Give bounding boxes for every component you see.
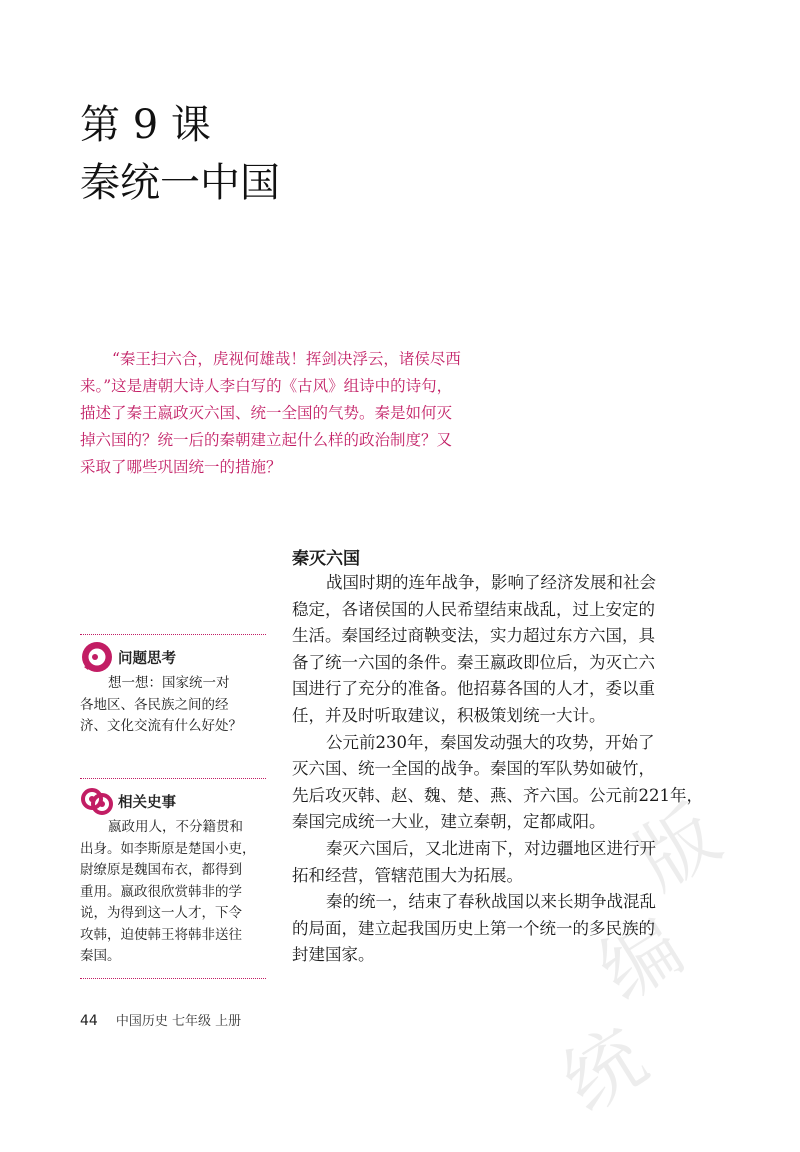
text-line: 国进行了充分的准备。他招募各国的人才，委以重 — [292, 679, 655, 699]
lesson-name: 秦统一中国 — [80, 160, 280, 206]
intro-line: 掉六国的？统一后的秦朝建立起什么样的政治制度？又 — [80, 431, 453, 449]
sidebar-think-header — [80, 639, 266, 675]
sidebar-line: 攻韩，迫使韩王将韩非送往 — [80, 926, 242, 943]
text-line: 战国时期的连年战争，影响了经济发展和社会 — [326, 573, 656, 592]
intro-line: 描述了秦王嬴政灭六国、统一全国的气势。秦是如何灭 — [80, 404, 453, 422]
watermark-char: 版 — [621, 789, 735, 908]
sidebar-line: 说，为得到这一人才，下令 — [80, 905, 242, 921]
watermark-char: 统 — [547, 1012, 662, 1130]
sidebar-history-title: 相关史事 — [118, 794, 176, 811]
sidebar-line: 秦国。 — [80, 948, 121, 964]
text-line: 备了统一六国的条件。秦王嬴政即位后，为灭亡六 — [292, 652, 655, 672]
text-line: 灭六国、统一全国的战争。秦国的军队势如破竹， — [292, 759, 655, 779]
sidebar-think — [80, 634, 266, 738]
dotted-divider — [80, 978, 266, 979]
sidebar-think-body — [80, 673, 266, 738]
text-line: 秦灭六国后，又北进南下，对边疆地区进行开 — [326, 838, 656, 858]
page-number: 44 — [80, 1013, 98, 1029]
sidebar-think-title: 问题思考 — [118, 650, 176, 667]
sidebar-history — [80, 778, 266, 979]
text-line: 的局面，建立起我国历史上第一个统一的多民族的 — [292, 918, 655, 938]
intro-line: 采取了哪些巩固统一的措施？ — [80, 458, 282, 476]
sidebar-line: 出身。如李斯原是楚国小吏， — [80, 840, 256, 857]
sidebar-line: 嬴政用人，不分籍贯和 — [108, 819, 243, 835]
section-heading: 秦灭六国 — [292, 549, 360, 569]
lesson-title — [80, 96, 280, 212]
sidebar-history-header — [80, 783, 266, 819]
text-line: 秦国完成统一大业，建立秦朝，定都咸阳。 — [292, 812, 606, 832]
watermark-char: 编 — [584, 900, 699, 1019]
book-title: 中国历史 七年级 上册 — [115, 1014, 242, 1029]
sidebar-line: 想一想：国家统一对 — [108, 675, 230, 691]
dotted-divider — [80, 634, 266, 635]
sidebar-line: 各地区、各民族之间的经 — [80, 696, 229, 713]
text-line: 生活。秦国经过商鞅变法，实力超过东方六国，具 — [292, 626, 655, 646]
sidebar-line: 尉缭原是魏国布衣，都得到 — [80, 862, 242, 878]
text-line: 稳定，各诸侯国的人民希望结束战乱，过上安定的 — [292, 599, 655, 619]
text-line: 封建国家。 — [292, 945, 375, 965]
dotted-divider — [80, 778, 266, 779]
intro-passage — [80, 346, 470, 481]
body-paragraph — [292, 570, 702, 730]
sidebar-line: 重用。嬴政很欣赏韩非的学 — [80, 883, 242, 900]
intro-line: 来。”这是唐朝大诗人李白写的《古风》组诗中的诗句， — [80, 377, 453, 395]
lesson-number: 第 9 课 — [80, 102, 211, 148]
text-line: 秦的统一，结束了春秋战国以来长期争战混乱 — [326, 892, 656, 912]
text-line: 任，并及时听取建议，积极策划统一大计。 — [292, 705, 606, 725]
linked-circles-icon — [80, 784, 114, 818]
intro-line: “秦王扫六合，虎视何雄哉！挥剑决浮云，诸侯尽西 — [112, 350, 461, 368]
sidebar-line: 济、文化交流有什么好处？ — [80, 718, 242, 734]
page-footer — [80, 1010, 241, 1029]
sidebar-history-body — [80, 817, 266, 968]
question-bubble-icon — [80, 640, 114, 674]
text-line: 公元前230年，秦国发动强大的攻势，开始了 — [326, 732, 655, 752]
text-line: 先后攻灭韩、赵、魏、楚、燕、齐六国。公元前221年， — [292, 785, 703, 805]
text-line: 拓和经营，管辖范围大为拓展。 — [292, 865, 523, 885]
